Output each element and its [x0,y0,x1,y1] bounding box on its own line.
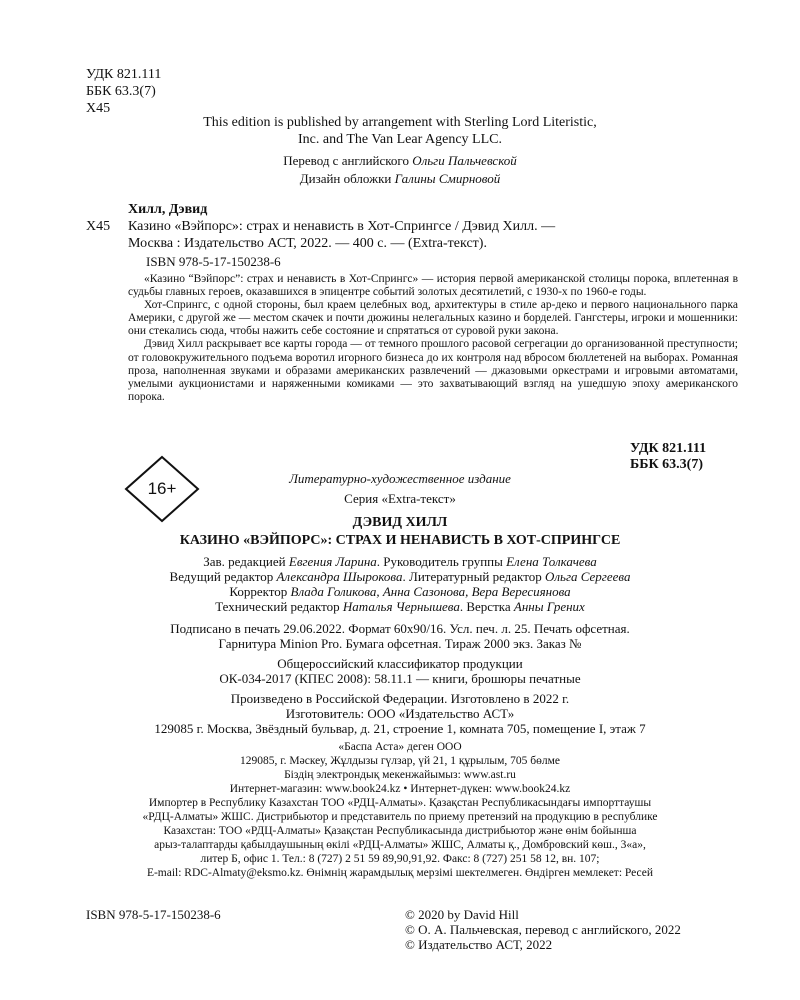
author-caps: ДЭВИД ХИЛЛ [352,515,448,530]
kazakh-line-2: 129085, г. Мәскеу, Жұлдызы гүлзар, үй 21, 1 құрылым, 705 бөлме [240,755,560,767]
staff-line-2 [0,569,800,585]
production-line-3: 129085 г. Москва, Звёздный бульвар, д. 21, строение 1, комната 705, помещение I, этаж 7 [154,721,646,736]
staff-name: Наталья Чернышева [342,599,460,614]
annotation-paragraph-1: «Казино “Вэйпорс”: страх и ненависть в Хот-Спрингс» — история первой американской столицы порока, вплетенная в судьбы главных героев, оказавшихся в эпицентре событий золотых десятилетий, с 1930-х по 1960-е годы. [128,273,738,299]
kazakh-line-10: E-mail: RDC-Almaty@eksmo.kz. Өнімнің жарамдылық мерзімі шектелмеген. Өндірген мемлекет: Ресей [146,867,654,879]
staff-role: Технический редактор [215,599,343,614]
title-caps: КАЗИНО «ВЭЙПОРС»: СТРАХ И НЕНАВИСТЬ В ХОТ-СПРИНГСЕ [179,533,621,548]
author-mark: Х45 [86,101,111,116]
catalog-author: Хилл, Дэвид [128,202,208,217]
staff-role: . Руководитель группы [376,554,507,569]
translation-credit [0,153,800,169]
translator-name: Ольги Пальчевской [412,153,517,168]
udk-code-right: УДК 821.111 [630,441,707,456]
print-info-line-2: Гарнитура Minion Pro. Бумага офсетная. Тираж 2000 экз. Заказ № [218,636,582,651]
staff-role: . Верстка [459,599,514,614]
staff-line-4 [0,599,800,615]
staff-name: Елена Толкачева [506,554,597,569]
cover-designer-name: Галины Смирновой [394,171,501,186]
kazakh-line-1: «Баспа Аста» деген ООО [338,741,462,753]
catalog-line-1: Казино «Вэйпорс»: страх и ненависть в Хот-Спрингсе / Дэвид Хилл. — [128,219,556,234]
udk-code: УДК 821.111 [86,67,162,82]
kazakh-line-5: Импортер в Республику Казахстан ТОО «РДЦ-Алматы». Қазақстан Республикасындағы импорттаушы [148,797,652,809]
annotation-paragraph-2: Хот-Спрингс, с одной стороны, был краем целебных вод, архитектуры в стиле ар-деко и первого национального парка Америки, с другой же — местом скачек и почти дюжины нелегальных казино и борделей. Гангстеры, игроки и мошенники: они стекались сюда, чтобы нажить себе состояние и спрятаться от суровой руки закона. [128,299,738,338]
staff-role: Корректор [229,584,291,599]
age-rating-badge [124,455,200,523]
kazakh-line-4: Интернет-магазин: www.book24.kz • Интернет-дүкен: www.book24.kz [229,783,571,795]
catalog-isbn: ISBN 978-5-17-150238-6 [146,254,281,269]
annotation-paragraph-3: Дэвид Хилл раскрывает все карты города — от темного прошлого расовой сегрегации до организованной преступности; от головокружительного подъема воротил игорного бизнеса до их контроля над вбросом бюллетеней на выборах. Романная проза, наполненная звуками и образами американских развлечений — джазовыми оркестрами и игровыми автоматами, умелыми аукционистами и наряженными комиками — это захватывающий взгляд на ушедшую эпоху американского порока. [128,338,738,403]
series-name: Серия «Extra-текст» [344,491,456,506]
staff-role: . Литературный редактор [402,569,545,584]
staff-name: Ольга Сергеева [544,569,631,584]
production-line-2: Изготовитель: ООО «Издательство АСТ» [285,706,515,721]
catalog-mark: Х45 [86,219,111,234]
cover-design-label: Дизайн обложки [299,171,395,186]
print-info-line-1: Подписано в печать 29.06.2022. Формат 60x90/16. Усл. печ. л. 25. Печать офсетная. [170,621,630,636]
kazakh-line-7: Казахстан: ТОО «РДЦ-Алматы» Қазақстан Республикасында дистрибьютор және өнім бойынша [163,825,637,837]
staff-name: Анны Грених [513,599,585,614]
kazakh-line-6: «РДЦ-Алматы» ЖШС. Дистрибьютор и представитель по приему претензий на продукцию в республике [142,811,658,823]
kazakh-line-8: арыз-талаптарды қабылдаушының өкілі «РДЦ-Алматы» ЖШС, Алматы қ., Домбровский көш., 3«а», [154,839,646,851]
kazakh-line-9: литер Б, офис 1. Тел.: 8 (727) 2 51 59 89,90,91,92. Факс: 8 (727) 251 58 12, вн. 107; [200,853,600,865]
edition-notice-line-2: Inc. and The Van Lear Agency LLC. [298,132,502,147]
copyright-line-2: © О. А. Пальчевская, перевод с английского, 2022 [405,922,681,937]
translation-label: Перевод с английского [283,153,413,168]
production-line-1: Произведено в Российской Федерации. Изготовлено в 2022 г. [230,691,570,706]
staff-role: Зав. редакцией [203,554,289,569]
edition-notice-line-1: This edition is published by arrangement with Sterling Lord Literistic, [203,115,597,130]
catalog-line-2: Москва : Издательство АСТ, 2022. — 400 с. — (Extra-текст). [128,236,487,251]
staff-line-1 [0,554,800,570]
bbk-code: ББК 63.3(7) [86,84,156,99]
staff-line-3 [0,584,800,600]
kazakh-line-3: Біздің электрондық мекенжайымыз: www.ast.ru [284,769,516,781]
copyright-line-1: © 2020 by David Hill [405,907,519,922]
staff-name: Евгения Ларина [288,554,377,569]
footer-isbn: ISBN 978-5-17-150238-6 [86,907,221,922]
staff-name: Александра Шырокова [276,569,403,584]
staff-role: Ведущий редактор [169,569,277,584]
classifier-line-2: ОК-034-2017 (КПЕС 2008): 58.11.1 — книги, брошюры печатные [219,671,581,686]
cover-design-credit [0,171,800,187]
age-rating-text: 16+ [147,479,177,498]
bbk-code-right: ББК 63.3(7) [630,457,703,472]
copyright-line-3: © Издательство АСТ, 2022 [405,937,553,952]
staff-name: Влада Голикова, Анна Сазонова, Вера Вересиянова [290,584,571,599]
annotation [128,273,738,404]
edition-type: Литературно-художественное издание [289,471,511,486]
classifier-line-1: Общероссийский классификатор продукции [277,656,523,671]
